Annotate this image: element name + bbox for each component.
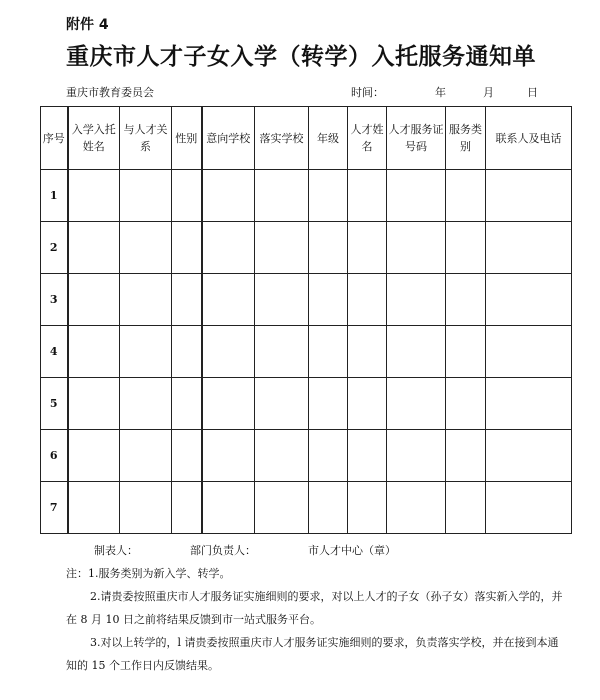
row-number: 1 <box>41 170 68 222</box>
row-number: 4 <box>41 326 68 378</box>
notes <box>66 562 566 677</box>
row-number: 5 <box>41 378 68 430</box>
header-cell <box>120 107 172 170</box>
table-cell <box>68 274 120 326</box>
table-cell <box>172 430 202 482</box>
table-cell <box>446 430 486 482</box>
table-cell <box>202 222 255 274</box>
table-cell <box>446 222 486 274</box>
table-cell <box>309 222 348 274</box>
day-label: 日 <box>527 86 538 99</box>
table-cell <box>446 378 486 430</box>
row-number: 6 <box>41 430 68 482</box>
dept-head-label: 部门负责人： <box>190 544 256 557</box>
table-cell <box>255 274 309 326</box>
header-label: 年级 <box>317 131 339 145</box>
table-cell <box>446 326 486 378</box>
table-cell <box>446 482 486 534</box>
header-cell <box>387 107 446 170</box>
table-cell <box>348 378 387 430</box>
attachment-label: 附件 4 <box>66 17 109 33</box>
table-cell <box>309 326 348 378</box>
table-cell <box>486 170 572 222</box>
table-cell <box>446 274 486 326</box>
table-cell <box>202 482 255 534</box>
table-cell <box>120 222 172 274</box>
table-cell <box>387 326 446 378</box>
header-label: 入学入托姓名 <box>71 123 116 153</box>
table-cell <box>309 430 348 482</box>
header-cell <box>309 107 348 170</box>
table-cell <box>68 482 120 534</box>
table-row <box>41 222 572 274</box>
table-row <box>41 326 572 378</box>
header-label: 联系人及电话 <box>495 131 562 145</box>
table-cell <box>120 326 172 378</box>
table-cell <box>68 430 120 482</box>
year-label: 年 <box>435 86 446 99</box>
table-cell <box>387 222 446 274</box>
time-label: 时间： <box>351 86 384 99</box>
note-1: 注：1.服务类别为新入学、转学。 <box>66 567 231 580</box>
table-cell <box>255 222 309 274</box>
table-cell <box>309 274 348 326</box>
table-cell <box>68 378 120 430</box>
month-label: 月 <box>483 86 494 99</box>
table-cell <box>120 378 172 430</box>
table-row <box>41 430 572 482</box>
table-cell <box>120 482 172 534</box>
header-label: 意向学校 <box>206 131 251 145</box>
table-cell <box>309 482 348 534</box>
page-title: 重庆市人才子女入学（转学）入托服务通知单 <box>66 44 536 70</box>
table-cell <box>255 170 309 222</box>
header-label: 落实学校 <box>259 131 304 145</box>
table-cell <box>348 482 387 534</box>
table-cell <box>348 222 387 274</box>
header-cell <box>348 107 387 170</box>
table-cell <box>202 378 255 430</box>
table-cell <box>172 326 202 378</box>
header-cell <box>202 107 255 170</box>
table-cell <box>387 170 446 222</box>
table-cell <box>172 378 202 430</box>
center-seal-label: 市人才中心（章） <box>308 544 396 557</box>
table-row <box>41 482 572 534</box>
row-number: 3 <box>41 274 68 326</box>
header-label: 服务类别 <box>449 123 482 153</box>
header-cell <box>446 107 486 170</box>
header-label: 人才服务证号码 <box>388 123 444 153</box>
table-cell <box>486 326 572 378</box>
issuer: 重庆市教育委员会 <box>66 86 154 99</box>
header-cell <box>486 107 572 170</box>
table-cell <box>387 274 446 326</box>
table-row <box>41 378 572 430</box>
table-cell <box>387 430 446 482</box>
table-cell <box>486 482 572 534</box>
table-cell <box>172 222 202 274</box>
table-cell <box>120 430 172 482</box>
table-cell <box>202 326 255 378</box>
table-cell <box>486 222 572 274</box>
table-cell <box>348 170 387 222</box>
header-cell <box>172 107 202 170</box>
header-label: 序号 <box>42 131 65 145</box>
table-cell <box>387 482 446 534</box>
header-label: 与人才关系 <box>123 123 168 153</box>
header-cell <box>255 107 309 170</box>
table-cell <box>202 430 255 482</box>
table-cell <box>486 430 572 482</box>
table-cell <box>202 274 255 326</box>
table-cell <box>172 482 202 534</box>
row-number: 2 <box>41 222 68 274</box>
header-label: 性别 <box>175 131 198 145</box>
header-cell <box>68 107 120 170</box>
note-2: 2.请贵委按照重庆市人才服务证实施细则的要求，对以上人才的子女（孙子女）落实新入学的，并在 8 月 10 日之前将结果反馈到市一站式服务平台。 <box>66 590 563 626</box>
table-cell <box>446 170 486 222</box>
note-3: 3.对以上转学的，l 请贵委按照重庆市人才服务证实施细则的要求，负责落实学校，并在接到本通知的 15 个工作日内反馈结果。 <box>66 636 559 672</box>
table-cell <box>348 430 387 482</box>
table-cell <box>348 326 387 378</box>
table-cell <box>172 170 202 222</box>
table-cell <box>120 274 172 326</box>
maker-label: 制表人： <box>94 544 138 557</box>
table-cell <box>348 274 387 326</box>
table-cell <box>172 274 202 326</box>
table-cell <box>255 326 309 378</box>
table-row <box>41 170 572 222</box>
header-cell <box>41 107 68 170</box>
table-row <box>41 274 572 326</box>
header-label: 人才姓名 <box>350 123 384 153</box>
header-row <box>41 107 572 170</box>
table-cell <box>68 326 120 378</box>
table-cell <box>255 430 309 482</box>
table-cell <box>68 222 120 274</box>
table-cell <box>486 274 572 326</box>
table-cell <box>309 378 348 430</box>
table-cell <box>68 170 120 222</box>
notice-table <box>40 106 572 534</box>
table-cell <box>309 170 348 222</box>
table-cell <box>202 170 255 222</box>
table-cell <box>255 482 309 534</box>
table-cell <box>486 378 572 430</box>
row-number: 7 <box>41 482 68 534</box>
table-cell <box>387 378 446 430</box>
table-cell <box>120 170 172 222</box>
table-cell <box>255 378 309 430</box>
